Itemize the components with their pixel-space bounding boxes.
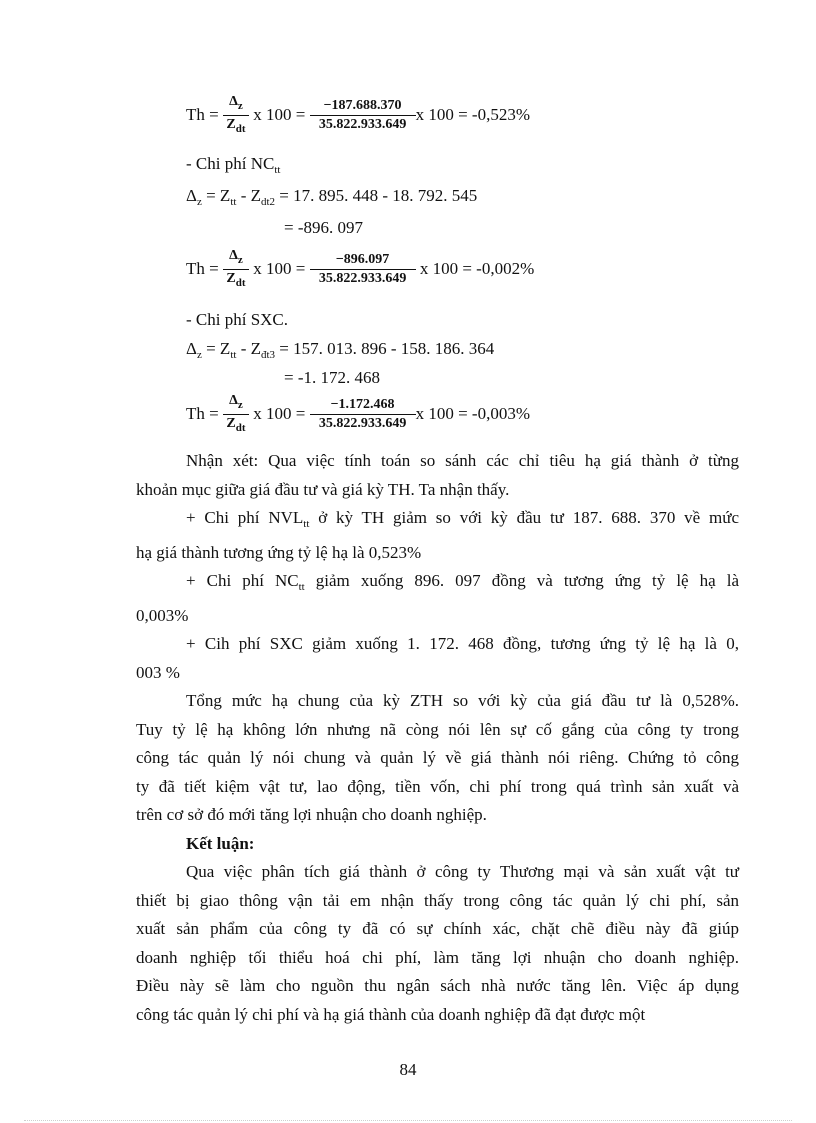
ket-luan-line-5: Điều này sẽ làm cho nguồn thu ngân sách nhà nước tăng lên. Việc áp dụng [136, 976, 739, 995]
result-delta-nc: = -896. 097 [284, 218, 363, 237]
result-delta-sxc: = -1. 172. 468 [284, 368, 380, 387]
nvl-line-2: hạ giá thành tương ứng tỷ lệ hạ là 0,523% [136, 542, 422, 562]
tong-line-4: ty đã tiết kiệm vật tư, lao động, tiền vốn, chi phí trong quá trình sản xuất và [136, 776, 739, 796]
ket-luan-line-1: Qua việc phân tích giá thành ở công ty Thương mại và sản xuất vật tư [186, 862, 739, 881]
nvl-line-1: + Chi phí $NVL_{tt}$ ở kỳ TH giảm so với kỳ đầu tư 187. 688. 370 về mức [186, 508, 739, 530]
ket-luan-line-6: công tác quản lý chi phí và hạ giá thành của doanh nghiệp đã đạt được một [136, 1004, 646, 1024]
tong-line-1: Tổng mức hạ chung của kỳ ZTH so với kỳ của giá đầu tư là 0,528%. [186, 691, 739, 710]
nhan-xet-line-2: khoản mục giữa giá đầu tư và giá kỳ TH. Ta nhận thấy. [136, 479, 510, 499]
nc-line-1: + Chi phí $NC_{tt}$ giảm xuống 896. 097 đồng và tương ứng tỷ lệ hạ là [186, 571, 739, 593]
formula-delta-nc: $\Delta_z = Z_{tt} - Z_{dt2} = 17$. 895. 448 - 18. 792. 545 [186, 186, 478, 208]
label-chi-phi-nc: - Chi phí $NC_{tt}$ [186, 154, 281, 176]
tong-line-3: công tác quản lý nói chung và quản lý về giá thành nói riêng. Chứng tỏ công [136, 748, 739, 767]
sxc-line-1: + Cih phí SXC giảm xuống 1. 172. 468 đồng, tương ứng tỷ lệ hạ là 0, [186, 634, 739, 653]
footer-divider [24, 1120, 792, 1121]
tong-line-5: trên cơ sở đó mới tăng lợi nhuận cho doanh nghiệp. [136, 805, 487, 824]
formula-th-nc: Th = $\frac{\Delta_z}{Z_{dt}}$ x 100 = $\frac{-896.097}{35.822.933.649}$ x 100 = -0,002% [186, 247, 534, 291]
formula-th-sxc: Th = $\frac{\Delta_z}{Z_{dt}}$ x 100 = $\frac{-1.172.468}{35.822.933.649}$ x 100 = -0,003% [186, 392, 530, 436]
tong-line-2: Tuy tỷ lệ hạ không lớn nhưng nã còng nói lên sự cố gắng của công ty trong [136, 719, 739, 739]
formula-th-nvl: Th = $\frac{\Delta_z}{Z_{dt}}$ x 100 = $\frac{-187.688.370}{35.822.933.649}$ x 100 = -0,523% [186, 93, 530, 137]
fraction-delta-over-z: $\frac{\Delta_z}{Z_{dt}}$ [223, 247, 249, 292]
nhan-xet-line-1: Nhận xét: Qua việc tính toán so sánh các chỉ tiêu hạ giá thành ở từng [186, 451, 739, 470]
formula-delta-sxc: $\Delta_z = Z_{tt} - Z_{đt3} = 157$. 013. 896 - 158. 186. 364 [186, 339, 495, 361]
fraction-value: $\frac{-896.097}{35.822.933.649}$ [310, 251, 416, 288]
ket-luan-line-4: doanh nghiệp tối thiểu hoá chi phí, làm tăng lợi nhuận cho doanh nghiệp. [136, 947, 739, 967]
page-number: 84 [399, 1060, 417, 1079]
nc-line-2: 0,003% [136, 605, 189, 625]
ket-luan-line-2: thiết bị giao thông vận tải em nhận thấy trong công tác quản lý chi phí, sản [136, 890, 739, 910]
ket-luan-heading: Kết luận: [186, 833, 255, 853]
fraction-value: $\frac{-187.688.370}{35.822.933.649}$ [310, 97, 416, 134]
ket-luan-line-3: xuất sản phẩm của công ty đã có sự chính xác, chặt chẽ điều này đã giúp [136, 919, 739, 938]
label-chi-phi-sxc: - Chi phí SXC. [186, 310, 289, 329]
body-text [136, 447, 739, 1029]
fraction-value: $\frac{-1.172.468}{35.822.933.649}$ [310, 396, 416, 433]
fraction-delta-over-z: $\frac{\Delta_z}{Z_{dt}}$ [223, 392, 249, 437]
sxc-line-2: 003 % [136, 662, 180, 682]
fraction-delta-over-z: $\frac{\Delta_z}{Z_{dt}}$ [223, 93, 249, 138]
